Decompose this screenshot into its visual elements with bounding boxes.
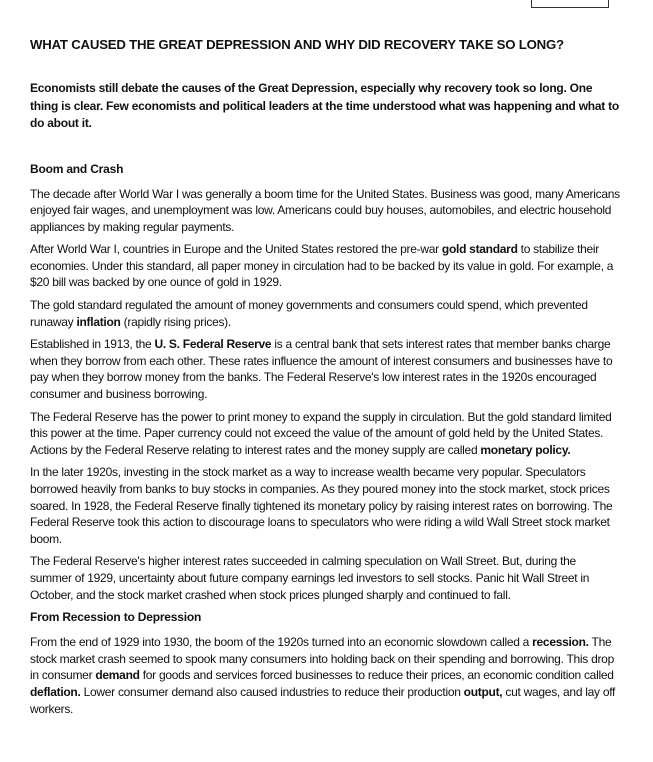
text-run: In the later 1920s, investing in the stock market as a way to increase wealth became very popular. Speculators borrowed heavily from banks to buy stocks in companies. As they poured money into the stock market, stock prices soared. In 1928, the Federal Reserve finally tightened its monetary policy by raising interest rates on borrowing. The Federal Reserve took this action to discourage loans to speculators who were riding a wild Wall Street stock market boom. xyxy=(30,465,613,546)
text-run: is a central bank that sets interest rates that member banks charge when they borrow from each other. These rates influence the amount of interest consumers and businesses have to pay when they borrow money from the banks. The Federal Reserve's low interest rates in the 1920s encouraged consumer and business borrowing. xyxy=(30,337,613,402)
paragraph xyxy=(30,553,620,603)
document xyxy=(30,37,620,723)
paragraph xyxy=(30,409,620,459)
key-term: inflation xyxy=(76,314,121,329)
text-run: The Federal Reserve has the power to print money to expand the supply in circulation. But the gold standard limited this power at the time. Paper currency could not exceed the value of the amount of gold held by the United States. Actions by the Federal Reserve relating to interest rates and the money supply are called xyxy=(30,409,612,457)
paragraph xyxy=(30,297,620,330)
key-term: U. S. Federal Reserve xyxy=(154,337,272,352)
key-term: gold standard xyxy=(441,242,518,257)
text-run: for goods and services forced businesses to reduce their prices, an economic condition called xyxy=(139,668,614,683)
key-term: deflation. xyxy=(30,684,81,699)
paragraph xyxy=(30,464,620,547)
section-heading: Boom and Crash xyxy=(30,161,124,176)
text-run: to stabilize their economies. Under this standard, all paper money in circulation had to be backed by its value in gold. For example, a $20 bill was backed by one ounce of gold in 1929. xyxy=(30,242,614,290)
header-box xyxy=(531,0,609,8)
text-run: The decade after World War I was generally a boom time for the United States. Business was good, many Americans enjoyed fair wages, and unemployment was low. Americans could buy houses, automobiles, and electric household appliances by making regular payments. xyxy=(30,186,620,234)
paragraph xyxy=(30,634,620,717)
text-run: The stock market crash seemed to spook many consumers into holding back on their spending and borrowing. This drop in consumer xyxy=(30,635,614,683)
paragraph xyxy=(30,186,620,236)
text-run: From the end of 1929 into 1930, the boom of the 1920s turned into an economic slowdown called a xyxy=(30,635,533,650)
section-heading: From Recession to Depression xyxy=(30,610,202,625)
section xyxy=(30,609,620,717)
intro-paragraph: Economists still debate the causes of the Great Depression, especially why recovery took so long. One thing is clear. Few economists and political leaders at the time understood what was happening and what to do about it. xyxy=(30,81,619,130)
text-run: The gold standard regulated the amount of money governments and consumers could spend, which prevented runaway xyxy=(30,298,588,329)
text-run: (rapidly rising prices). xyxy=(120,314,231,329)
text-run: cut wages, and lay off workers. xyxy=(30,684,616,716)
paragraph xyxy=(30,336,620,402)
key-term: recession. xyxy=(532,635,589,650)
section xyxy=(30,161,620,604)
sections xyxy=(30,161,620,718)
page-title: WHAT CAUSED THE GREAT DEPRESSION AND WHY DID RECOVERY TAKE SO LONG? xyxy=(30,37,564,52)
text-run: After World War I, countries in Europe and the United States restored the pre-war xyxy=(30,242,442,257)
key-term: output, xyxy=(463,684,503,699)
key-term: demand xyxy=(95,668,140,683)
text-run: Established in 1913, the xyxy=(30,337,155,352)
text-run: The Federal Reserve's higher interest rates succeeded in calming speculation on Wall Street. But, during the summer of 1929, uncertainty about future company earnings led investors to sell stocks. Panic hit Wall Street in October, and the stock market crashed when stock prices plunged sharply and continued to fall. xyxy=(30,554,590,602)
text-run: Lower consumer demand also caused industries to reduce their production xyxy=(80,684,464,699)
key-term: monetary policy. xyxy=(480,442,571,457)
paragraph xyxy=(30,241,620,291)
